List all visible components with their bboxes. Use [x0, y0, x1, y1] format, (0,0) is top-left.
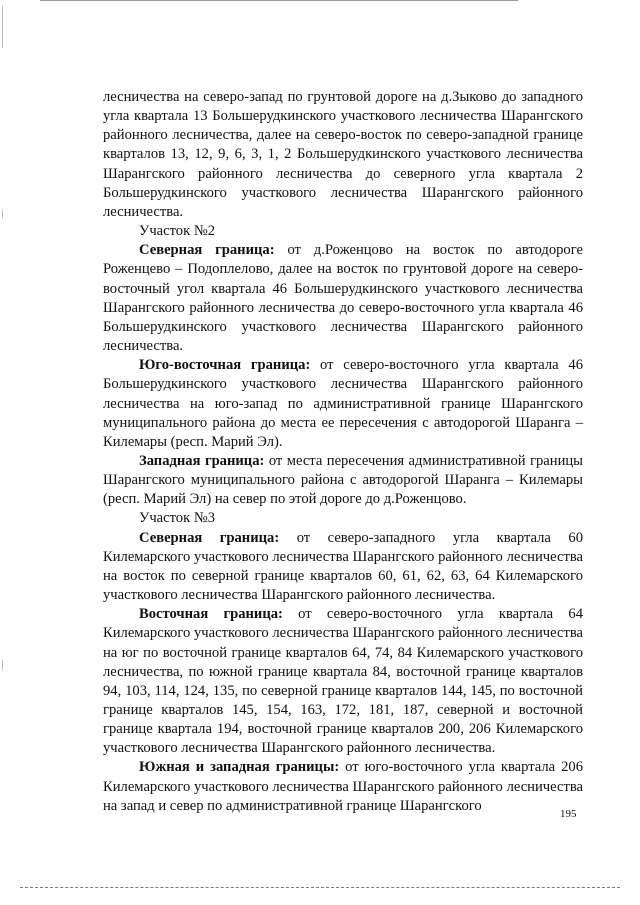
paragraph-heading: Восточная граница: — [139, 606, 283, 623]
paragraph-text: от места пересечения административной границы Шарангского муниципального района с автодорогой Шаранга – Килемары (респ. Марий Эл) на север по этой дороге до д.Роженцово. — [103, 452, 583, 508]
paragraph-heading: Северная граница: — [139, 529, 280, 546]
paragraph — [103, 88, 583, 222]
paragraph-text: от северо-восточного угла квартала 64 Килемарского участкового лесничества Шарангского районного лесничества на юг по восточной границе кварталов 64, 74, 84 Килемарского участкового лесничества, по южной границе квартала 84, восточной границе кварталов 94, 103, 114, 124, 135, по северной границе кварталов 144, 145, по восточной границе кварталов 145, 154, 163, 172, 181, 187, северной и восточной границе квартала 194, восточной границе кварталов 200, 206 Килемарского участкового лесничества Шарангского районного лесничества. — [103, 606, 583, 757]
paragraph — [103, 356, 583, 452]
paragraph — [103, 529, 583, 606]
scan-margin-mark — [2, 6, 3, 48]
paragraph-heading: Южная и западная границы: — [139, 759, 340, 776]
paragraph-heading: Западная граница: — [139, 452, 265, 469]
paragraph-text: лесничества на северо-запад по грунтовой дороге на д.Зыково до западного угла квартала 13 Большерудкинского участкового лесничества Шарангского районного лесничества, далее на северо-восток по северо-западной границе кварталов 13, 12, 9, 6, 3, 1, 2 Большерудкинского участкового лесничества Шарангского районного лесничества до северного угла квартала 2 Большерудкинского участкового лесничества Шарангского районного лесничества. — [103, 89, 583, 220]
page-number: 195 — [560, 808, 577, 820]
paragraph-text: от юго-восточного угла квартала 206 Килемарского участкового лесничества Шарангского районного лесничества на запад и север по административной границе Шарангского — [103, 759, 583, 814]
paragraph-text: от северо-восточного угла квартала 46 Большерудкинского участкового лесничества Шарангского районного лесничества на юго-запад по административной границе Шарангского муниципального района до места ее пересечения с автодорогой Шаранга – Килемары (респ. Марий Эл). — [103, 357, 583, 450]
top-scan-rule — [40, 0, 518, 1]
section-title — [103, 222, 583, 241]
paragraph-text: от д.Роженцово на восток по автодороге Роженцево – Подоплелово, далее на восток по грунтовой дороге на северо-восточный угол квартала 46 Большерудкинского участкового лесничества Шарангского районного лесничества до северо-восточного угла квартала 46 Большерудкинского участкового лесничества Шарангского районного лесничества. — [103, 242, 583, 355]
paragraph-heading: Юго-восточная граница: — [139, 357, 311, 374]
bottom-scan-rule — [20, 887, 620, 888]
paragraph-heading: Северная граница: — [139, 242, 275, 259]
document-body — [103, 88, 583, 816]
paragraph-text: Участок №2 — [139, 223, 216, 240]
scan-margin-mark — [2, 210, 3, 218]
paragraph-text: Участок №3 — [139, 510, 216, 527]
paragraph — [103, 758, 583, 815]
paragraph — [103, 241, 583, 356]
paragraph — [103, 605, 583, 758]
paragraph-text: от северо-западного угла квартала 60 Килемарского участкового лесничества Шарангского районного лесничества на восток по северной границе кварталов 60, 61, 62, 63, 64 Килемарского участкового лесничества Шарангского районного лесничества. — [103, 529, 584, 604]
scan-margin-mark — [2, 660, 3, 670]
section-title — [103, 509, 583, 528]
paragraph — [103, 452, 583, 509]
